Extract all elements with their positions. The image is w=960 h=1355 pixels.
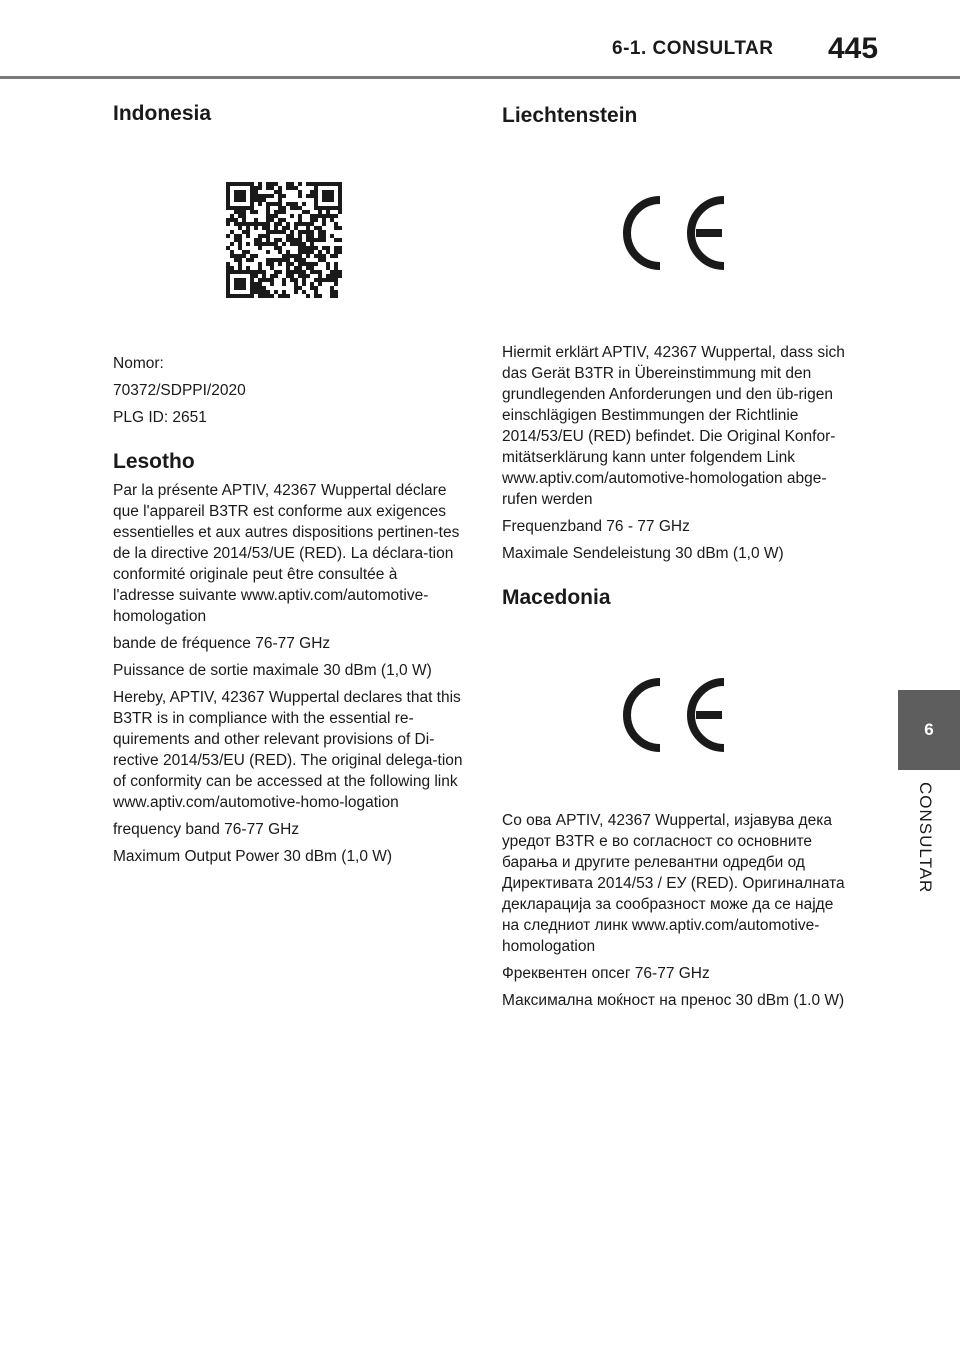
indonesia-line-3: PLG ID: 2651 bbox=[113, 409, 207, 426]
page-number: 445 bbox=[828, 32, 879, 65]
heading-liechtenstein: Liechtenstein bbox=[502, 104, 638, 127]
indonesia-line-2: 70372/SDPPI/2020 bbox=[113, 382, 246, 399]
chapter-tab-label: CONSULTAR bbox=[916, 782, 935, 894]
macedonia-paragraph-1: Со ова APTIV, 42367 Wuppertal, изјавува дека уредот B3TR е во согласност со основните барања и другите релевантни одредби од Директивата 2014/53 / ЕУ (RED). Оригиналната декларација за сообразност може да се најде на следниот линк www.aptiv.com/automotive-homologation bbox=[502, 812, 845, 955]
page-header bbox=[0, 0, 960, 78]
heading-lesotho: Lesotho bbox=[113, 450, 195, 473]
chapter-tab: 6 bbox=[898, 690, 960, 770]
header-divider bbox=[0, 76, 960, 79]
macedonia-paragraph-2: Фреквентен опсег 76-77 GHz bbox=[502, 965, 710, 982]
lesotho-paragraph-6: Maximum Output Power 30 dBm (1,0 W) bbox=[113, 848, 393, 865]
heading-indonesia: Indonesia bbox=[113, 102, 212, 125]
liechtenstein-paragraph-3: Maximale Sendeleistung 30 dBm (1,0 W) bbox=[502, 545, 784, 562]
ce-mark-icon bbox=[612, 186, 734, 278]
section-title: 6-1. CONSULTAR bbox=[612, 38, 774, 59]
heading-macedonia: Macedonia bbox=[502, 586, 611, 609]
qr-code-icon bbox=[226, 180, 342, 300]
liechtenstein-paragraph-1: Hiermit erklärt APTIV, 42367 Wuppertal, dass sich das Gerät B3TR in Übereinstimmung mit den grundlegenden Anforderungen und den üb-rigen einschlägigen Bestimmungen der Richtlinie 2014/53/EU (RED) befindet. Die Original Konfor-mitätserklärung kann unter folgendem Link www.aptiv.com/automotive-homologation abge-rufen werden bbox=[502, 344, 845, 508]
lesotho-paragraph-2: bande de fréquence 76-77 GHz bbox=[113, 635, 331, 652]
ce-mark-icon bbox=[612, 668, 734, 760]
lesotho-paragraph-1: Par la présente APTIV, 42367 Wuppertal déclare que l'appareil B3TR est conforme aux exigences essentielles et aux autres dispositions pertinen-tes de la directive 2014/53/UE (RED). La déclara-tion conformité originale peut être consultée à l'adresse suivante www.aptiv.com/automotive-homologation bbox=[113, 482, 460, 625]
lesotho-paragraph-4: Hereby, APTIV, 42367 Wuppertal declares that this B3TR is in compliance with the essential re-quirements and other relevant provisions of Di-rective 2014/53/EU (RED). The original delega-tion of conformity can be accessed at the following link www.aptiv.com/automotive-homo-logation bbox=[113, 689, 463, 811]
liechtenstein-paragraph-2: Frequenzband 76 - 77 GHz bbox=[502, 518, 690, 535]
lesotho-paragraph-3: Puissance de sortie maximale 30 dBm (1,0 W) bbox=[113, 662, 432, 679]
lesotho-paragraph-5: frequency band 76-77 GHz bbox=[113, 821, 300, 838]
indonesia-line-1: Nomor: bbox=[113, 355, 164, 372]
macedonia-paragraph-3: Максимална моќност на пренос 30 dBm (1.0 W) bbox=[502, 992, 845, 1009]
